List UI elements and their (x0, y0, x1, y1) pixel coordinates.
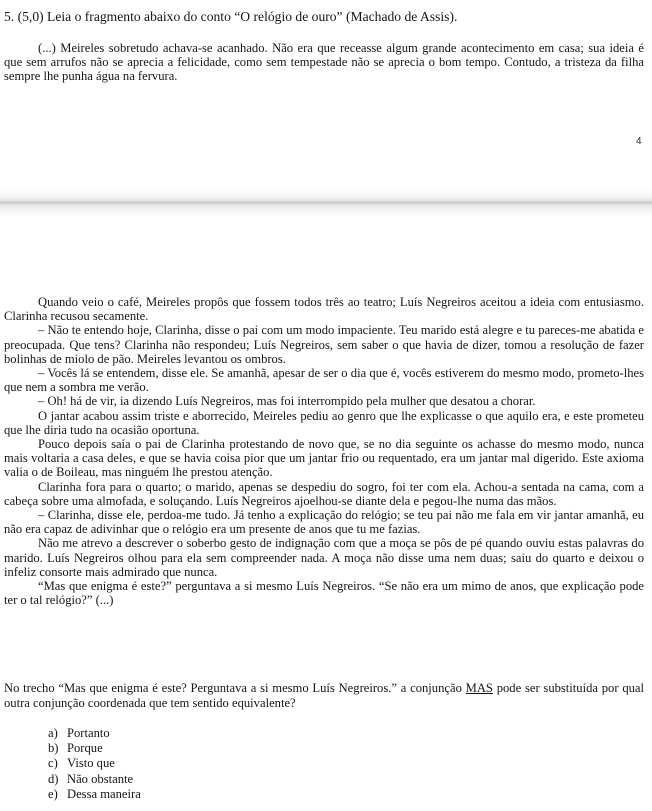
fragment-paragraph: Clarinha fora para o quarto; o marido, apenas se despediu do sogro, foi ter com ela. Achou-a sentada na cama, com a cabeça sobre uma almofada, e soluçando. Luís Negreiros ajoelhou-se diante dela e pegou-lhe numa das mãos. (4, 479, 644, 508)
fragment-paragraph: Quando veio o café, Meireles propôs que fossem todos três ao teatro; Luís Negreiros aceitou a ideia com entusiasmo. Clarinha recusou secamente. (4, 295, 644, 324)
question-title: 5. (5,0) Leia o fragmento abaixo do conto “O relógio de ouro” (Machado de Assis). (4, 9, 458, 24)
prompt-after: pode ser substituída por qual outra conjunção coordenada que tem sentido equivalente? (4, 681, 645, 710)
fragment-paragraph: – Oh! há de vir, ia dizendo Luís Negreiros, mas foi interrompido pela mulher que desatou a chorar. (38, 394, 536, 409)
option-letter: e) (48, 786, 58, 801)
option-letter: d) (48, 771, 59, 786)
page-number: 4 (636, 136, 642, 147)
option-letter: c) (48, 756, 58, 771)
option-text: Portanto (67, 726, 110, 740)
option-letter: b) (48, 741, 59, 756)
prompt-keyword: MAS (465, 681, 493, 695)
option-c[interactable] (48, 756, 141, 771)
option-b[interactable] (48, 741, 141, 756)
fragment-paragraph: – Não te entendo hoje, Clarinha, disse o pai com um modo impaciente. Teu marido está alegre e tu pareces-me abatida e preocupada. Que tens? Clarinha não respondeu; Luís Negreiros, sem saber o que havia de dizer, tomou a resolução de fazer bolinhas de miolo de pão. Meireles levantou os ombros. (4, 323, 644, 366)
fragment-paragraph: – Vocês lá se entendem, disse ele. Se amanhã, apesar de ser o dia que é, vocês estiverem do mesmo modo, prometo-lhes que nem a sombra me verão. (4, 366, 644, 395)
intro-excerpt (4, 41, 644, 84)
option-a[interactable] (48, 726, 141, 741)
option-text: Visto que (67, 756, 115, 771)
fragment-paragraph: “Mas que enigma é este?” perguntava a si mesmo Luís Negreiros. “Se não era um mimo de anos, que explicação pode ter o tal relógio?” (...) (4, 579, 644, 608)
option-e[interactable] (48, 787, 141, 802)
fragment-paragraph: Pouco depois saía o pai de Clarinha protestando de novo que, se no dia seguinte os achasse do mesmo modo, nunca mais voltaria a casa deles, e que se havia coisa pior que um jantar frio ou requentado, era um jantar mal digerido. Este axioma valia o de Boileau, mas ninguém lhe prestou atenção. (4, 437, 644, 480)
option-d[interactable] (48, 772, 141, 787)
answer-options (48, 726, 141, 802)
question-prompt (4, 681, 644, 711)
story-fragment (4, 295, 644, 607)
fragment-paragraph: O jantar acabou assim triste e aborrecido, Meireles pediu ao genro que lhe explicasse o que aquilo era, e este prometeu que lhe diria tudo na ocasião oportuna. (4, 408, 644, 437)
page-break-line (0, 201, 652, 204)
fragment-paragraph: – Clarinha, disse ele, perdoa-me tudo. Já tenho a explicação do relógio; se teu pai não me fala em vir jantar amanhã, eu não era capaz de adivinhar que o relógio era um presente de anos que tu me fazias. (4, 508, 644, 537)
option-text: Não obstante (67, 771, 134, 786)
prompt-before: No trecho “Mas que enigma é este? Perguntava a si mesmo Luís Negreiros.” a conjunção (4, 681, 466, 695)
intro-paragraph: (...) Meireles sobretudo achava-se acanhado. Não era que receasse algum grande acontecimento em casa; sua ideia é que sem arrufos não se aprecia a felicidade, como sem tempestade não se aprecia o bom tempo. Contudo, a tristeza da filha sempre lhe punha água na fervura. (4, 41, 644, 84)
option-letter: a) (48, 726, 58, 740)
option-text: Porque (67, 741, 103, 756)
option-text: Dessa maneira (67, 786, 141, 801)
fragment-paragraph: Não me atrevo a descrever o soberbo gesto de indignação com que a moça se pôs de pé quando ouviu estas palavras do marido. Luís Negreiros olhou para ela sem compreender nada. A moça não disse uma nem duas; saiu do quarto e deixou o infeliz consorte mais admirado que nunca. (4, 536, 644, 579)
prompt-text (4, 681, 644, 711)
